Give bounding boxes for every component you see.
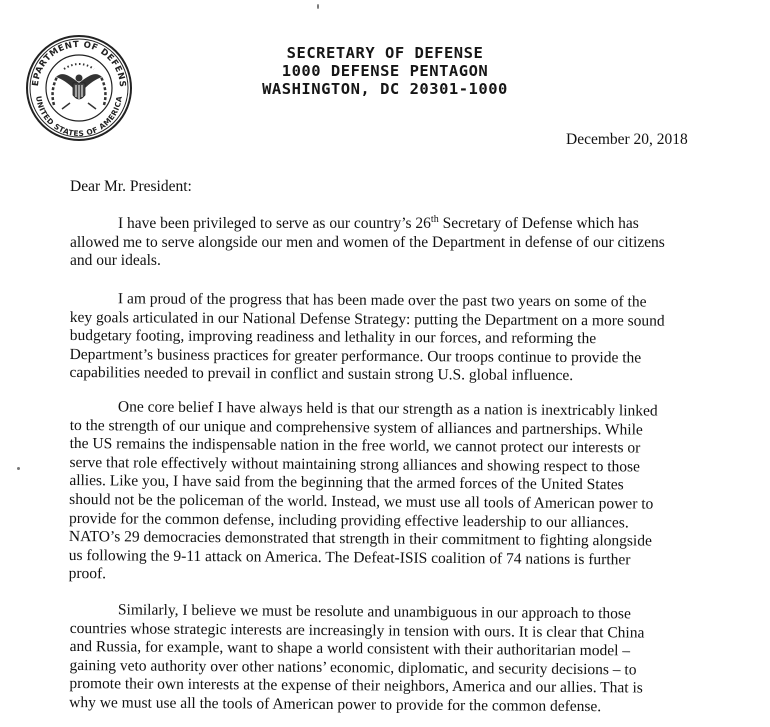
paragraph-line: why we must use all the tools of American power to provide for the common defense. [69,693,602,716]
paragraph-4 [69,601,710,718]
paragraph-line: NATO’s 29 democracies demonstrated that strength in their commitment to fighting alongside [68,528,652,550]
letterhead-address: 1000 DEFENSE PENTAGON [281,62,489,80]
letterhead-title: SECRETARY OF DEFENSE [286,44,484,62]
paragraph-line: serve that role effectively without maintaining strong alliances and showing respect to those [69,453,641,476]
paragraph-line: countries whose strategic interests are increasingly in tension with ours. It is clear that China [69,619,645,642]
svg-text:DEPARTMENT OF DEFENSE: EPARTMENT OF DEFENS [30,39,128,88]
letterhead-city: WASHINGTON, DC 20301-1000 [262,80,508,98]
paragraph-1 [70,215,710,271]
paragraph-line: gaining veto authority over other nations’ economic, diplomatic, and security decisions – to [69,656,637,679]
paragraph-line: Similarly, I believe we must be resolute and unambiguous in our approach to those [117,601,631,623]
paragraph-line: allowed me to serve alongside our men and women of the Department in defense of our citizens [70,233,665,251]
paragraph-line [70,215,710,234]
paragraph-2 [69,290,710,387]
ordinal-superscript: th [430,213,439,225]
paragraph-line: One core belief I have always held is that our strength as a nation is inextricably linked [117,398,658,420]
paragraph-3 [69,398,710,589]
letterhead [230,44,540,98]
svg-text:UNITED STATES OF AMERICA: UNITED STATES OF AMERICA [34,95,124,139]
department-of-defense-seal-icon [24,33,134,143]
paragraph-line: to the strength of our unique and comprehensive system of alliances and partnerships. While [69,416,643,439]
line-text: Secretary of Defense which has [438,215,639,232]
paragraph-line: proof. [68,565,107,583]
letter-date: December 20, 2018 [566,131,688,148]
paragraph-line: us following the 9-11 attack on America. The Defeat-ISIS coalition of 74 nations is further [68,546,631,569]
paragraph-line: promote their own interests at the expense of their neighbors, America and our allies. That is [69,675,643,697]
salutation: Dear Mr. President: [70,178,192,195]
paragraph-line: capabilities needed to prevail in conflict and sustain strong U.S. global influence. [69,364,574,385]
scan-speck [317,4,319,9]
paragraph-line: key goals articulated in our National Defense Strategy: putting the Department on a more sound [69,308,665,330]
paragraph-line: and our ideals. [70,252,161,270]
paragraph-line: the US remains the indispensable nation in the free world, we cannot protect our interests or [69,435,641,457]
scan-speck [17,467,20,470]
paragraph-line: should not be the policeman of the world. Instead, we must use all tools of American power to [69,490,654,513]
paragraph-line: Department’s business practices for greater performance. Our troops continue to provide the [69,345,642,367]
paragraph-line: allies. Like you, I have said from the beginning that the armed forces of the United States [69,472,624,494]
line-text: I have been privileged to serve as our country’s 26 [118,215,431,232]
paragraph-line: budgetary footing, improving readiness and lethality in our forces, and reforming the [69,327,597,348]
paragraph-line: and Russia, for example, want to shape a world consistent with their authoritarian model – [69,638,631,660]
paragraph-line: provide for the common defense, including providing effective leadership to our alliances. [68,509,629,531]
paragraph-line: I am proud of the progress that has been made over the past two years on some of the [117,290,647,311]
